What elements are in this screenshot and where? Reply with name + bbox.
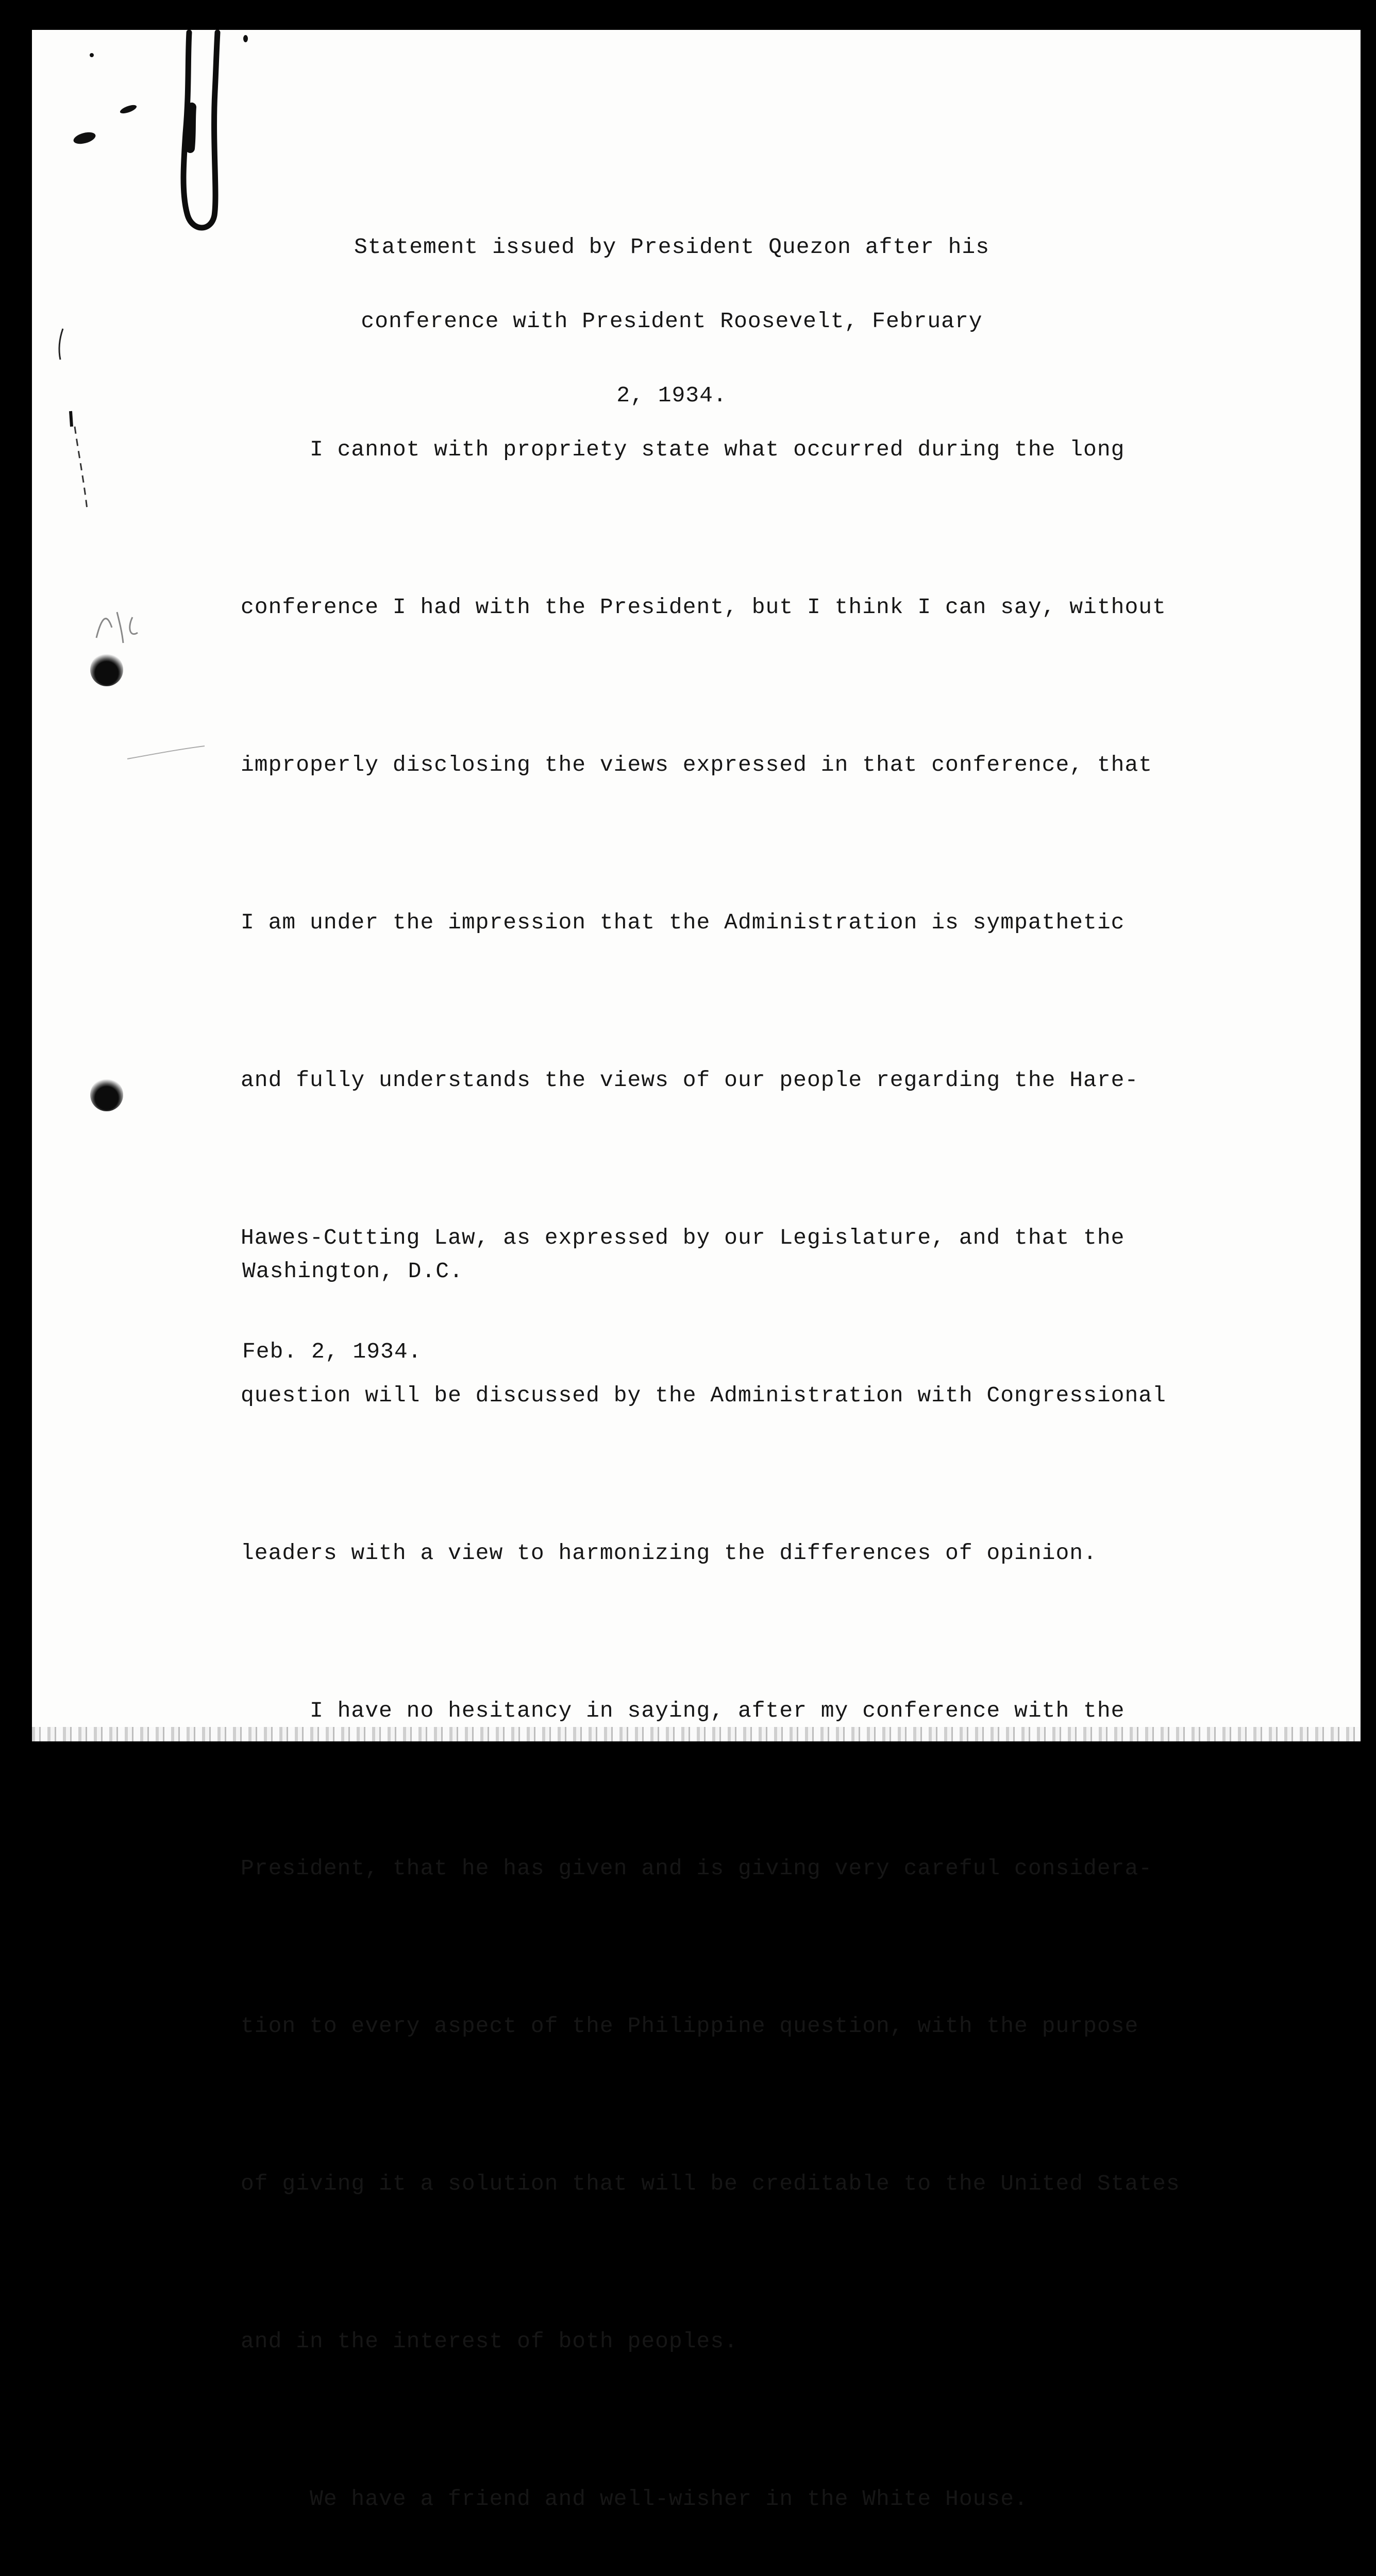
body-line: tion to every aspect of the Philippine question, with the purpose <box>241 2013 1139 2039</box>
body-line: and fully understands the views of our people regarding the Hare- <box>241 1067 1139 1093</box>
margin-scribble <box>91 607 153 648</box>
document-page <box>32 30 1361 2512</box>
punch-hole <box>90 653 123 686</box>
ink-speck <box>119 104 138 115</box>
body-line: I have no hesitancy in saying, after my conference with the <box>241 1698 1125 1723</box>
statement-body <box>241 318 1180 2576</box>
body-line: conference I had with the President, but I think I can say, without <box>241 595 1166 620</box>
heading-line: 2, 1934. <box>616 383 727 408</box>
heading-line: Statement issued by President Quezon after his <box>354 234 989 260</box>
ink-speck <box>243 35 248 42</box>
body-line: I cannot with propriety state what occurred during the long <box>241 437 1125 462</box>
place-and-date <box>242 1205 463 1419</box>
body-line: President, that he has given and is giving very careful considera- <box>241 1856 1153 1881</box>
place-line: Washington, D.C. <box>242 1259 463 1284</box>
body-line: I am under the impression that the Administration is sympathetic <box>241 910 1125 935</box>
binder-clip-mark <box>161 30 222 236</box>
body-line: improperly disclosing the views expressed in that conference, that <box>241 752 1153 777</box>
body-line: Hawes-Cutting Law, as expressed by our Legislature, and that the <box>241 1225 1125 1250</box>
ink-speck <box>72 130 97 146</box>
date-line: Feb. 2, 1934. <box>242 1339 422 1364</box>
body-line: We have a friend and well-wisher in the White House. <box>241 2486 1028 2512</box>
margin-pencil-marks <box>40 324 122 530</box>
ink-speck <box>90 53 94 57</box>
body-line: and in the interest of both peoples. <box>241 2329 738 2354</box>
heading-line: conference with President Roosevelt, February <box>361 309 983 334</box>
body-line: of giving it a solution that will be creditable to the United States <box>241 2171 1180 2196</box>
body-line: question will be discussed by the Administration with Congressional <box>241 1383 1166 1408</box>
body-line: leaders with a view to harmonizing the differences of opinion. <box>241 1540 1097 1566</box>
page-edge-texture <box>32 1727 1361 1741</box>
punch-hole <box>90 1078 123 1111</box>
margin-stray-line <box>125 743 207 764</box>
